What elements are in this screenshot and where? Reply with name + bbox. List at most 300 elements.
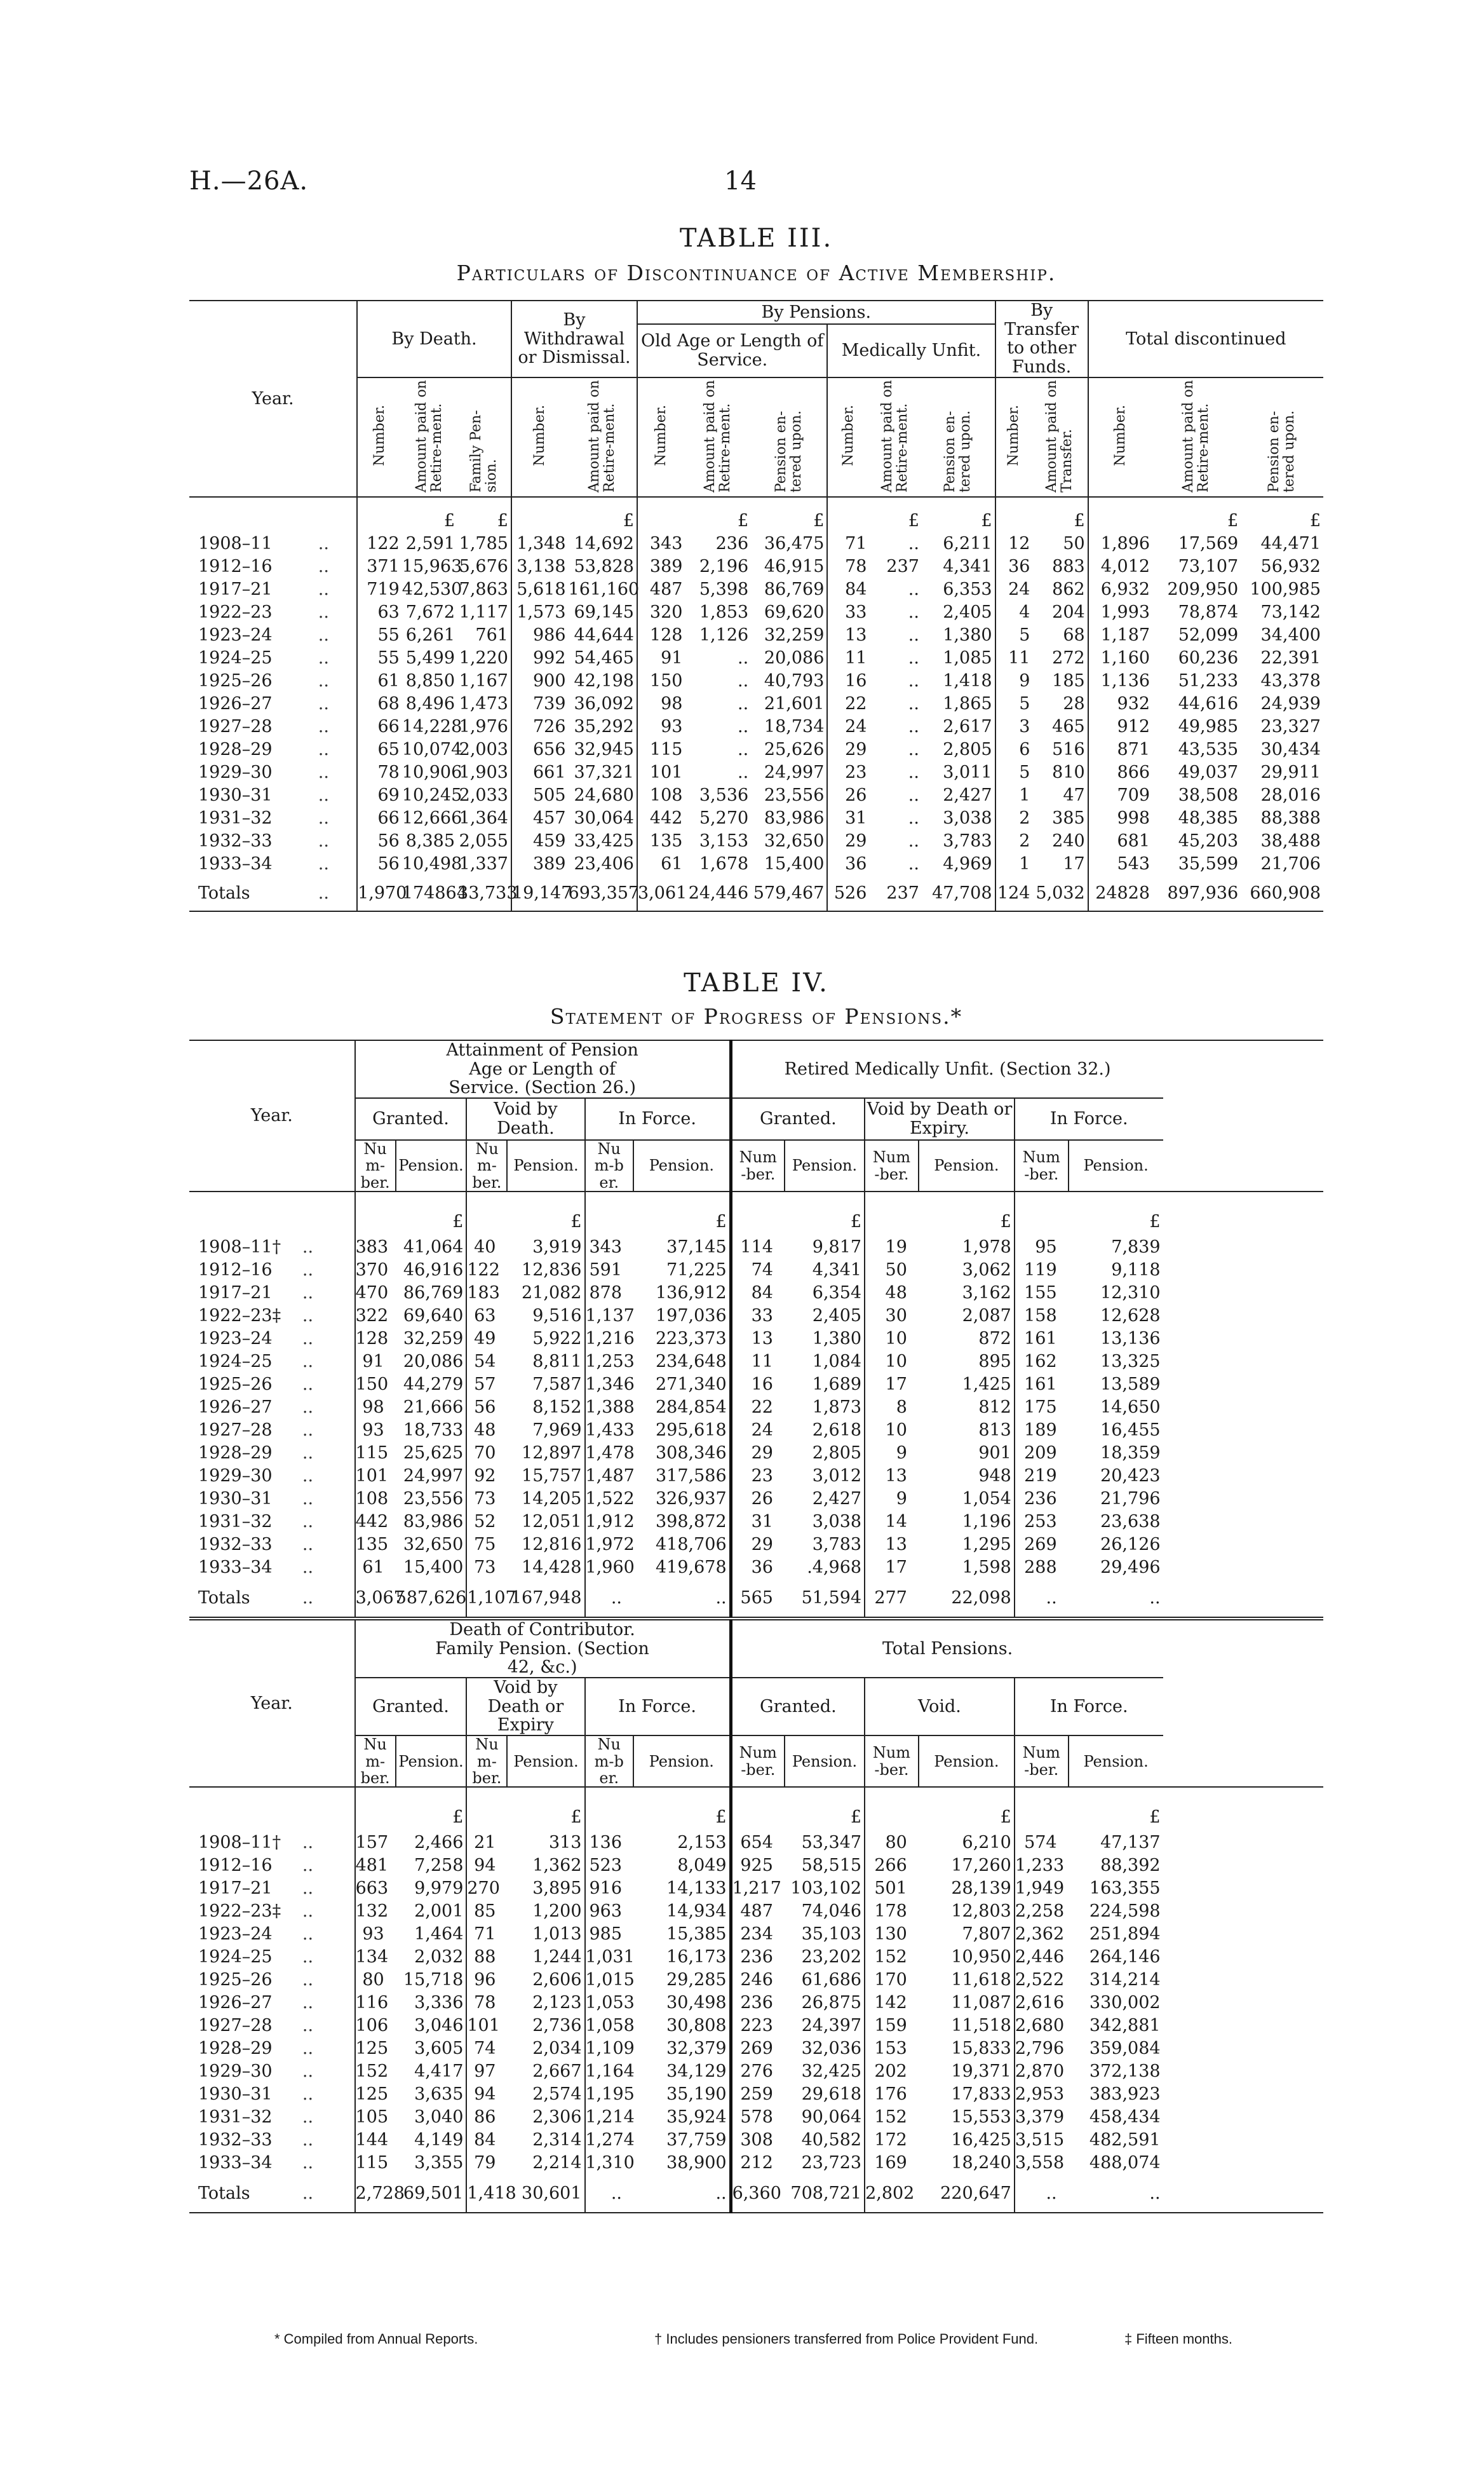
table4-cell: 2,123 [532,1992,582,2013]
table4-cell: 3,919 [532,1237,582,1257]
table4-cell: 15,833 [951,2038,1011,2058]
table3-cell: 43,378 [1260,670,1321,691]
table4-cell: 948 [978,1465,1011,1486]
table4-cell: 48 [466,1418,507,1441]
table3-cell: 69,620 [764,602,825,622]
table4-year-cell: 1917–21 [198,1878,273,1898]
table3-year-cell: 1924–25 [198,648,273,668]
table4-cell: 1,689 [812,1374,862,1394]
table4-cell: 46,916 [403,1260,464,1280]
table4-cell: 2,362 [1015,1922,1069,1945]
table4-pension-header: Pension. [507,1140,584,1192]
table4-cell: 75 [466,1533,507,1556]
table4-cell: 152 [355,2060,396,2082]
table4-cell: 21 [466,1831,507,1854]
table3-totals-label: Totals [198,883,250,903]
table3-cell: 49,037 [1178,762,1239,782]
table4-row [189,1350,1323,1373]
table4-subheader: Void. [865,1678,1015,1735]
table4-cell: 212 [731,2151,785,2174]
table3-cell: 38,508 [1178,785,1239,805]
table3-currency-cell: £ [497,510,508,531]
table3-cell: 442 [637,806,685,829]
table3-cell: 23 [827,761,869,784]
table4-group-row [189,1040,1323,1098]
table4-row [189,1899,1323,1922]
table3-cell: 866 [1088,761,1152,784]
table3-year-cell: 1926–27 [198,693,273,714]
table3-cell: 8,850 [405,670,455,691]
table4-cell: 1,478 [585,1441,634,1464]
table4-cell: 92 [466,1464,507,1487]
table4-cell: 35,924 [666,2107,727,2127]
table3-total-cell: 897,936 [1167,883,1239,903]
table4-leader-dots: .. [302,1924,314,1944]
table4-cell: 246 [731,1968,785,1991]
table4-cell: 3,515 [1015,2128,1069,2151]
table3-cell: .. [738,648,749,668]
table4-cell: 24 [731,1418,785,1441]
table4-currency-cell: £ [570,1211,582,1232]
table3-cell: 30,434 [1260,739,1321,759]
table4-leader-dots: .. [302,1351,314,1371]
table3-cell: 6,932 [1088,578,1152,601]
table3-cell: 78,874 [1178,602,1239,622]
table4-cell: 86,769 [403,1282,464,1303]
table4-cell: 224,598 [1089,1901,1161,1921]
table3-cell: .. [908,648,919,668]
table3-old-age-header: Old Age or Length of Service. [637,324,827,377]
table3-cell: 1,085 [943,648,992,668]
table4-cell: 1,433 [585,1418,634,1441]
table4-cell: 11 [731,1350,785,1373]
table3-col-header-text: Number. [840,404,856,466]
table4-cell: 49 [466,1327,507,1350]
table3-currency-cell: £ [443,510,455,531]
table4-cell: 574 [1015,1831,1069,1854]
table4-cell: 29 [731,1441,785,1464]
table3-cell: 1,380 [943,625,992,645]
table4-leader-dots: .. [302,1878,314,1898]
table4-cell: 234,648 [655,1351,727,1371]
table4-cell: 1,949 [1015,1877,1069,1899]
table4-year-cell: 1926–27 [198,1397,273,1417]
table4-leader-dots: .. [302,1946,314,1967]
table4-cell: 15,718 [403,1969,464,1990]
table4-cell: 37,145 [666,1237,727,1257]
table3-total-cell: 19,147 [511,875,569,911]
table4-leader-dots: .. [302,1557,314,1577]
table4-row [189,1854,1323,1877]
table4-cell: 31 [731,1510,785,1533]
table4-pension-header: Pension. [919,1140,1015,1192]
table4-cell: 54 [466,1350,507,1373]
table4-cell: 74 [466,2037,507,2060]
table4-cell: 12,897 [522,1443,582,1463]
table3-row [189,555,1323,578]
table3-body [189,497,1323,911]
table4-cell: 17,833 [951,2084,1011,2104]
table4-cell: 13 [865,1464,919,1487]
table4-row [189,2060,1323,2082]
table3-cell: .. [738,716,749,737]
table3-cell: 36 [827,852,869,875]
table4-cell: 488,074 [1089,2152,1161,2173]
table4-currency-cell: £ [1000,1211,1011,1232]
table3-total-cell: 3,061 [637,875,685,911]
table3-cell: 101 [637,761,685,784]
table4-part1 [189,1040,1323,1618]
table4-cell: 7,258 [414,1855,464,1875]
table3-cell: 661 [511,761,569,784]
table4-leader-dots: .. [302,2152,314,2173]
table4-number-header: Num-ber. [731,1735,785,1787]
table4-cell: 152 [865,2105,919,2128]
table3-cell: 36,475 [764,533,825,553]
table4-total-cell: 167,948 [510,1587,582,1608]
table4-cell: 313 [548,1832,582,1852]
table4-cell: 11,618 [951,1969,1011,1990]
table4-cell: 14,133 [666,1878,727,1898]
table4-row [189,1235,1323,1258]
table4-cell: 115 [355,2151,396,2174]
table3-cell: 22 [827,692,869,715]
table3-cell: .. [738,670,749,691]
table3-by-death-header: By Death. [357,301,511,377]
table3-cell: .. [908,808,919,828]
table3-cell: 5 [995,692,1033,715]
table3-spacer [318,497,357,532]
table4-cell: 276 [731,2060,785,2082]
table3-cell: 1,187 [1088,623,1152,646]
table4-cell: 308,346 [655,1443,727,1463]
table4-currency-cell [731,1192,785,1235]
table4-year-cell: 1908–11† [198,1832,281,1852]
table3-spacer [189,497,318,532]
table4-leader-dots: .. [302,1260,314,1280]
table3-cell: 2,196 [699,556,749,576]
table3-cell: 63 [357,601,402,623]
table4-cell: 223 [731,2014,785,2037]
table3-cell: 32,650 [764,831,825,851]
table4-cell: 106 [355,2014,396,2037]
table4-cell: 50 [865,1258,919,1281]
table4-cell: 2,446 [1015,1945,1069,1968]
table3-cell: 1,117 [459,602,508,622]
table3-row [189,669,1323,692]
table3-leader-dots: .. [318,579,329,599]
table4-cell: 105 [355,2105,396,2128]
table4-row [189,1945,1323,1968]
table3-cell: 1,418 [943,670,992,691]
table4-cell: 24,397 [801,2015,862,2035]
table3-cell: 6,353 [943,579,992,599]
table4-cell: 2,153 [677,1832,727,1852]
table4-cell: 9,979 [414,1878,464,1898]
table4-currency-cell: £ [715,1211,727,1232]
table4-cell: 236 [731,1945,785,1968]
table3-cell: 656 [511,738,569,761]
table3-cell: 1,348 [511,532,569,555]
table3-cell: 128 [637,623,685,646]
table4-cell: 418,706 [655,1534,727,1554]
table4-cell: 523 [585,1854,634,1877]
table4-cell: 481 [355,1854,396,1877]
table4-pension-header: Pension. [1069,1735,1163,1787]
table3-col-header-8 [751,377,827,498]
table4-row [189,1510,1323,1533]
table4-pension-header: Pension. [785,1735,865,1787]
table4-cell: 2,606 [532,1969,582,1990]
table3-cell: 10,074 [401,739,462,759]
table3-col-header-2 [402,377,457,498]
table4-cell: 1,214 [585,2105,634,2128]
table4-pension-header: Pension. [633,1735,731,1787]
table4-cell: 10 [865,1327,919,1350]
table3-cell: 30,064 [574,808,634,828]
table3-cell: 1,865 [943,693,992,714]
table4-row [189,1556,1323,1579]
table3-total-cell: 579,467 [753,883,825,903]
table4-currency-cell: £ [715,1807,727,1827]
table4-cell: 1,274 [585,2128,634,2151]
table3-leader-dots: .. [318,670,329,691]
table4-cell: 16,173 [666,1946,727,1967]
table4-cell: 925 [731,1854,785,1877]
table4-cell: 29 [731,1533,785,1556]
table4-cell: 3,558 [1015,2151,1069,2174]
table4-cell: 88 [466,1945,507,1968]
table4-number-header: Num-ber. [466,1735,507,1787]
table3-cell: 100,985 [1250,579,1321,599]
table4-subtitle: Statement of Progress of Pensions.* [550,1004,963,1029]
table3-row [189,532,1323,555]
table4-cell: 29,496 [1100,1557,1161,1577]
table3-cell: 61 [637,852,685,875]
table3-year-cell: 1931–32 [198,808,273,828]
table4-cell: 234 [731,1922,785,1945]
table4-cell: 6,354 [812,1282,862,1303]
table4-cell: 1,253 [585,1350,634,1373]
table4-year-cell: 1924–25 [198,1351,273,1371]
table4-part2 [189,1619,1323,2213]
table3-cell: 17 [1063,853,1085,874]
table4-spacer [302,1192,355,1235]
table4-cell: 95 [1015,1235,1069,1258]
table4-row [189,1418,1323,1441]
table4-cell: 2,214 [532,2152,582,2173]
table4-cell: 383 [355,1235,396,1258]
table4-totals-label: Totals [198,2183,250,2203]
table3-cell: 709 [1088,784,1152,806]
table4-total-cell: 708,721 [790,2183,862,2203]
table3-cell: 1,678 [699,853,749,874]
table4-cell: 2,522 [1015,1968,1069,1991]
table3-cell: 1,785 [459,533,508,553]
table4-cell: 3,355 [414,2152,464,2173]
table4-cell: 12,628 [1100,1305,1161,1326]
table3-cell: 86,769 [764,579,825,599]
table4-cell: 23,202 [801,1946,862,1967]
table4-currency-cell [466,1787,507,1831]
table4-cell: 501 [865,1877,919,1899]
table3-cell: 6 [995,738,1033,761]
table3-cell: 209,950 [1167,579,1239,599]
table4-cell: 37,759 [666,2129,727,2150]
table4-cell: 32,036 [801,2038,862,2058]
table4-leader-dots: .. [302,2038,314,2058]
table4-subheader: Granted. [355,1678,467,1735]
table3-cell: 73,142 [1260,602,1321,622]
table4-cell: 159 [865,2014,919,2037]
table3-leader-dots: .. [318,785,329,805]
table4-cell: 1,084 [812,1351,862,1371]
table4-cell: 34,129 [666,2061,727,2081]
table3-cell: 23,406 [574,853,634,874]
table4-year-cell: 1922–23‡ [198,1901,281,1921]
table3-cell: 78 [827,555,869,578]
table3-leader-dots: .. [318,853,329,874]
table4-cell: 128 [355,1327,396,1350]
table4-leader-dots: .. [302,1587,314,1608]
table3-cell: 1,976 [459,716,508,737]
table4-cell: 84 [731,1281,785,1304]
table3-cell: .. [908,785,919,805]
table4-cell: 17 [865,1556,919,1579]
table4-cell: 1,200 [532,1901,582,1921]
table4-cell: 2,405 [812,1305,862,1326]
table4-cell: 8,811 [532,1351,582,1371]
table3-cell: 68 [357,692,402,715]
table4-cell: 63 [466,1304,507,1327]
table4-row [189,2037,1323,2060]
table4-cell: 7,839 [1111,1237,1161,1257]
table4-row [189,1968,1323,1991]
table4-total-cell: 6,360 [731,2174,785,2213]
table4-cell: 178 [865,1899,919,1922]
table4-row [189,1373,1323,1395]
table3-cell: 25,626 [764,739,825,759]
table4-cell: 10,950 [951,1946,1011,1967]
table3-cell: .. [738,739,749,759]
table4-cell: 29,285 [666,1969,727,1990]
table4-cell: 23 [731,1464,785,1487]
table4-cell: 26,126 [1100,1534,1161,1554]
table4-cell: 14 [865,1510,919,1533]
table3-cell: 40,793 [764,670,825,691]
table4-total-cell: 3,067 [355,1579,396,1617]
table4-subheader-row [189,1678,1323,1735]
table4-cell: 13 [731,1327,785,1350]
table4-total-cell: 277 [865,1579,919,1617]
table4-cell: 1,013 [532,1924,582,1944]
table3-cell: 22,391 [1260,648,1321,668]
table4-cell: 1,346 [585,1373,634,1395]
table4-cell: 172 [865,2128,919,2151]
table4-leader-dots: .. [302,1374,314,1394]
table4-cell: 442 [355,1510,396,1533]
table3-year-cell: 1933–34 [198,853,273,874]
table3-col-header-4 [511,377,569,498]
table3-cell: .. [908,533,919,553]
page-number: 14 [724,166,757,196]
table4-total-cell: 587,626 [395,1587,467,1608]
table3-cell: 61 [357,669,402,692]
table4-cell: 1,388 [585,1395,634,1418]
table4-cell: 108 [355,1487,396,1510]
table3-cell: 16 [827,669,869,692]
table3-cell: 50 [1063,533,1085,553]
table4-cell: 591 [585,1258,634,1281]
table4-cell: 251,894 [1089,1924,1161,1944]
table3-cell: 69 [357,784,402,806]
table4-cell: 132 [355,1899,396,1922]
table3-currency-cell [357,497,402,532]
table3-cell: 237 [886,556,919,576]
table4-subheader: In Force. [585,1678,731,1735]
table4-subheader: Void by Death or Expiry. [865,1098,1015,1140]
table4-cell: 2,574 [532,2084,582,2104]
table4-year-cell: 1923–24 [198,1924,273,1944]
table4-cell: 916 [585,1877,634,1899]
table4-cell: 17,260 [951,1855,1011,1875]
table3-cell: 34,400 [1260,625,1321,645]
table3-currency-cell [995,497,1033,532]
table4-currency-cell [466,1192,507,1235]
table3-cell: 122 [357,532,402,555]
table4-cell: 2,314 [532,2129,582,2150]
table3-total-cell: 124 [995,875,1033,911]
table4-year-cell: 1928–29 [198,2038,273,2058]
table3-row [189,852,1323,875]
table3-row [189,761,1323,784]
table3-leader-dots: .. [318,556,329,576]
table4-leader-dots: .. [302,1534,314,1554]
table4-cell: 1,310 [585,2151,634,2174]
table3-cell: 5,618 [511,578,569,601]
table3-year-cell: 1928–29 [198,739,273,759]
table4-cell: 4,417 [414,2061,464,2081]
table3-cell: 31 [827,806,869,829]
table3-col-header-text: Amount paid on Retire-ment. [1180,379,1212,492]
table4-subheader: In Force. [1015,1098,1163,1140]
table4-cell: 153 [865,2037,919,2060]
table3-cell: 10,498 [401,853,462,874]
table3-currency-cell: £ [1227,510,1239,531]
table3-cell: 516 [1052,739,1085,759]
table4-cell: 40,582 [801,2129,862,2150]
table3-col-header-10 [869,377,922,498]
table3-cell: 8,385 [405,831,455,851]
table4-cell: 4,149 [414,2129,464,2150]
table4-cell: 70 [466,1441,507,1464]
table4-cell: 654 [731,1831,785,1854]
table3-col-header-1 [357,377,402,498]
table3-cell: 389 [637,555,685,578]
table4-cell: 8 [865,1395,919,1418]
table4-cell: 88,392 [1100,1855,1161,1875]
table3-cell: 343 [637,532,685,555]
table3-cell: 14,692 [574,533,634,553]
table3-cell: 42,198 [574,670,634,691]
table4-cell: 38,900 [666,2152,727,2173]
table3-cell: .. [908,693,919,714]
table3-cell: 240 [1052,831,1085,851]
table3-cell: 33,425 [574,831,634,851]
table4-cell: 20,423 [1100,1465,1161,1486]
table4-subheader: Void by Death or Expiry [466,1678,584,1735]
table4-cell: 7,587 [532,1374,582,1394]
